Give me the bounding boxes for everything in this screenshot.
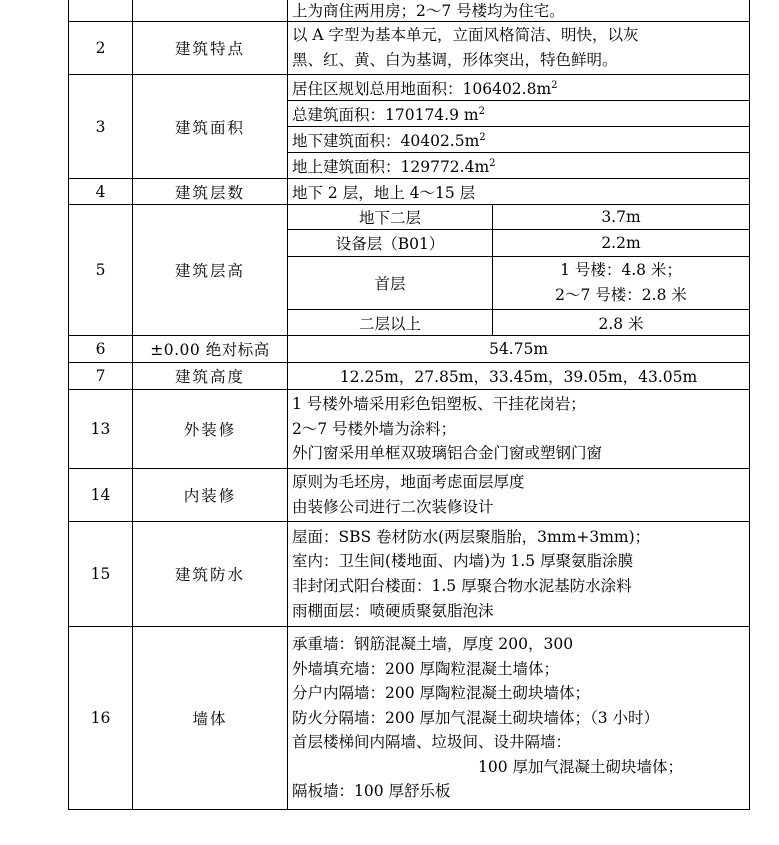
row-label: 外装修 [133, 390, 288, 469]
row-number: 4 [69, 179, 133, 205]
table-row [69, 22, 750, 75]
table-row [69, 0, 750, 22]
row-content: 以 A 字型为基本单元，立面风格简洁、明快，以灰 黑、红、黄、白为基调，形体突出，特色鲜明。 [288, 22, 750, 75]
floor-height: 2.2m [493, 230, 750, 257]
area-item: 地上建筑面积：$129772.4m^2$ [288, 153, 750, 179]
row-content: 12.25m，27.85m，33.45m，39.05m，43.05m [288, 363, 750, 390]
row-label: 内装修 [133, 469, 288, 522]
row-content: 地下 2 层，地上 4～15 层 [288, 179, 750, 205]
floor-name: 二层以上 [288, 310, 493, 336]
table-row [69, 336, 750, 363]
area-item: 总建筑面积：170174.9 $m^2$ [288, 101, 750, 127]
row-number: 3 [69, 75, 133, 179]
floor-name: 首层 [288, 257, 493, 310]
area-item: 地下建筑面积：$40402.5m^2$ [288, 127, 750, 153]
row-number: 13 [69, 390, 133, 469]
row-label: 建筑层数 [133, 179, 288, 205]
table-row [69, 522, 750, 627]
floor-height: 1 号楼：4.8 米； 2～7 号楼：2.8 米 [493, 257, 750, 310]
table-row [69, 390, 750, 469]
building-spec-table [68, 0, 750, 810]
row-label: 建筑层高 [133, 205, 288, 336]
table-row [69, 469, 750, 522]
row-content: 原则为毛坯房，地面考虑面层厚度 由装修公司进行二次装修设计 [288, 469, 750, 522]
row-number: 7 [69, 363, 133, 390]
row-top-text: 上为商住两用房；2～7 号楼均为住宅。 [288, 0, 750, 22]
row-content: 1 号楼外墙采用彩色铝塑板、干挂花岗岩； 2～7 号楼外墙为涂料； 外门窗采用单框双玻璃铝合金门窗或塑钢门窗 [288, 390, 750, 469]
table-row [69, 363, 750, 390]
floor-height: 2.8 米 [493, 310, 750, 336]
floor-name: 地下二层 [288, 205, 493, 230]
floor-name: 设备层（B01） [288, 230, 493, 257]
table-row [69, 179, 750, 205]
row-number: 5 [69, 205, 133, 336]
row-number: 16 [69, 627, 133, 810]
row-label: ±0.00 绝对标高 [133, 336, 288, 363]
row-number: 15 [69, 522, 133, 627]
row-number: 2 [69, 22, 133, 75]
table-row [69, 627, 750, 810]
table-row [69, 75, 750, 101]
table-row [69, 205, 750, 230]
row-content: 屋面：SBS 卷材防水(两层聚脂胎，3mm+3mm)； 室内：卫生间(楼地面、内墙)为 1.5 厚聚氨脂涂膜 非封闭式阳台楼面：1.5 厚聚合物水泥基防水涂料 雨棚面层：喷硬质聚氨脂泡沫 [288, 522, 750, 627]
row-label: 建筑高度 [133, 363, 288, 390]
row-number: 6 [69, 336, 133, 363]
row-content: 54.75m [288, 336, 750, 363]
row-label: 建筑防水 [133, 522, 288, 627]
row-label: 建筑特点 [133, 22, 288, 75]
row-label: 墙体 [133, 627, 288, 810]
row-label: 建筑面积 [133, 75, 288, 179]
row-number: 14 [69, 469, 133, 522]
floor-height: 3.7m [493, 205, 750, 230]
row-content: 承重墙：钢筋混凝土墙，厚度 200，300 外墙填充墙：200 厚陶粒混凝土墙体； 分户内隔墙：200 厚陶粒混凝土砌块墙体； 防火分隔墙：200 厚加气混凝土砌块墙体；（3 小时） 首层楼梯间内隔墙、垃圾间、设井隔墙： 100 厚加气混凝土砌块墙体； 隔板墙：100 厚舒乐板 [288, 627, 750, 810]
area-item: 居住区规划总用地面积：$106402.8m^2$ [288, 75, 750, 101]
